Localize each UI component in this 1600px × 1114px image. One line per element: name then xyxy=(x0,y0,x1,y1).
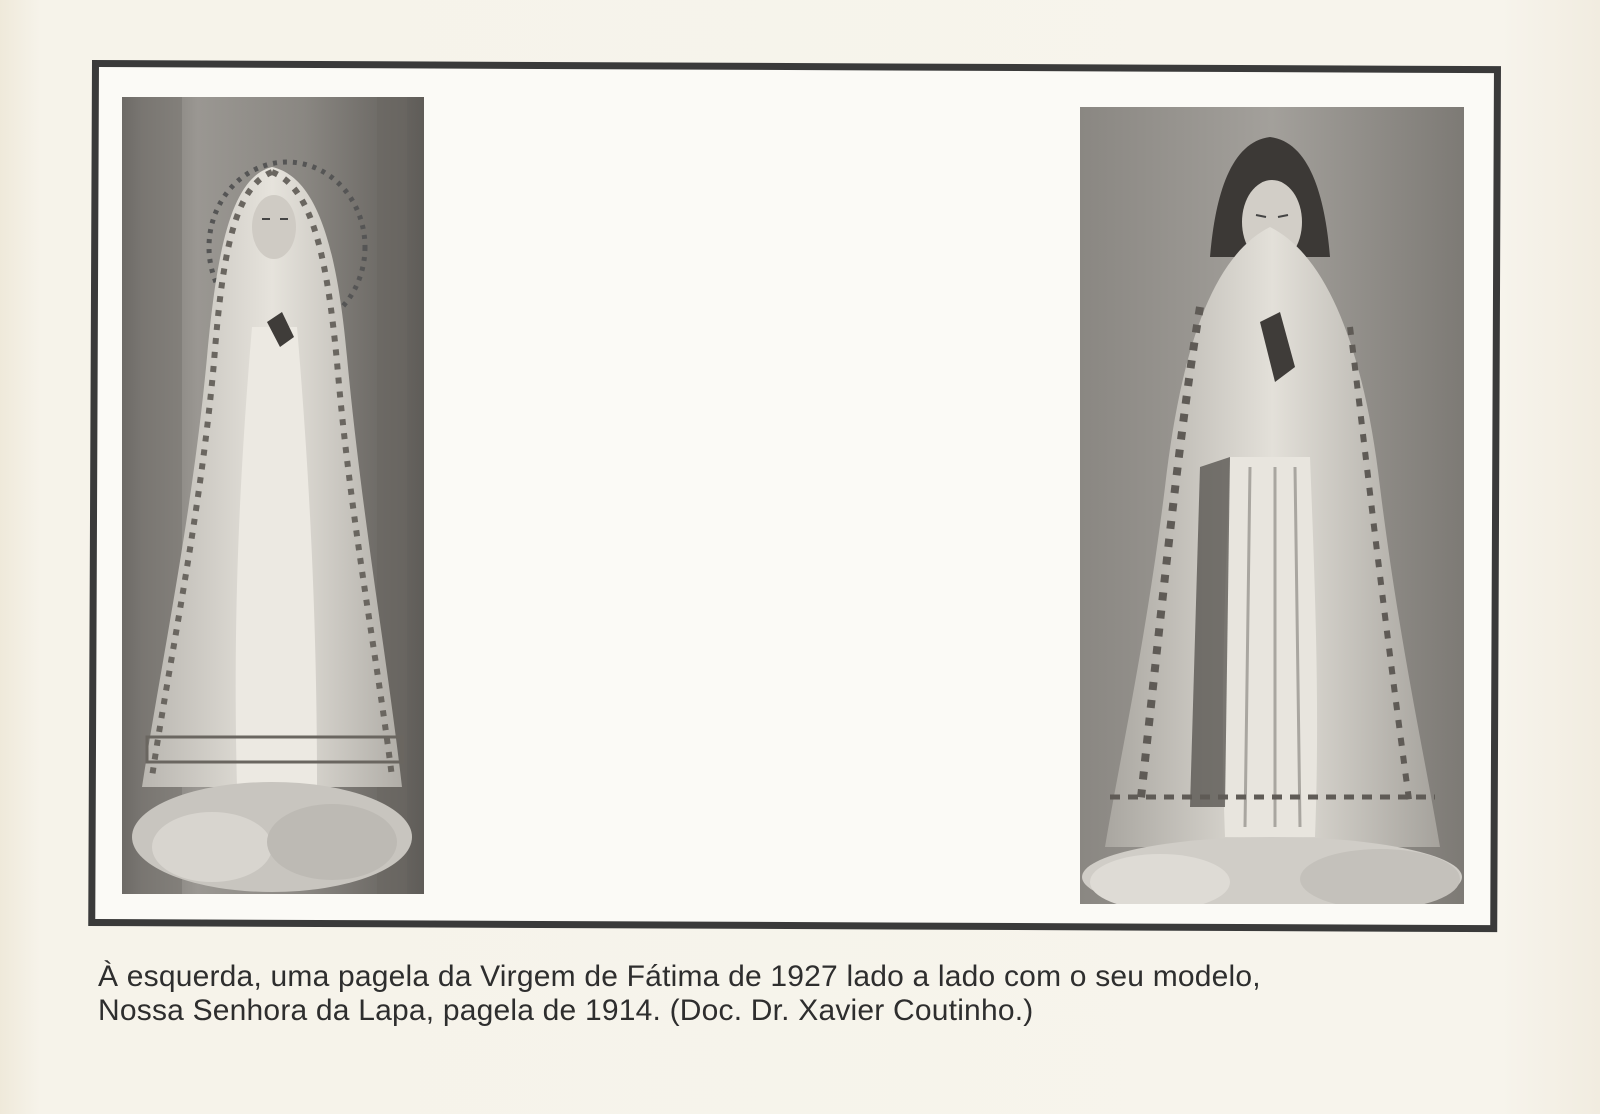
figure-caption xyxy=(98,960,1518,1028)
photo-virgem-de-fatima xyxy=(122,97,424,894)
statue-lapa-illustration xyxy=(1080,107,1464,904)
caption-line-2: Nossa Senhora da Lapa, pagela de 1914. (Doc. Dr. Xavier Coutinho.) xyxy=(98,994,1034,1027)
photo-nossa-senhora-da-lapa xyxy=(1080,107,1464,904)
statue-fatima-illustration xyxy=(122,97,424,894)
caption-line-1: À esquerda, uma pagela da Virgem de Fátima de 1927 lado a lado com o seu modelo, xyxy=(98,960,1261,993)
